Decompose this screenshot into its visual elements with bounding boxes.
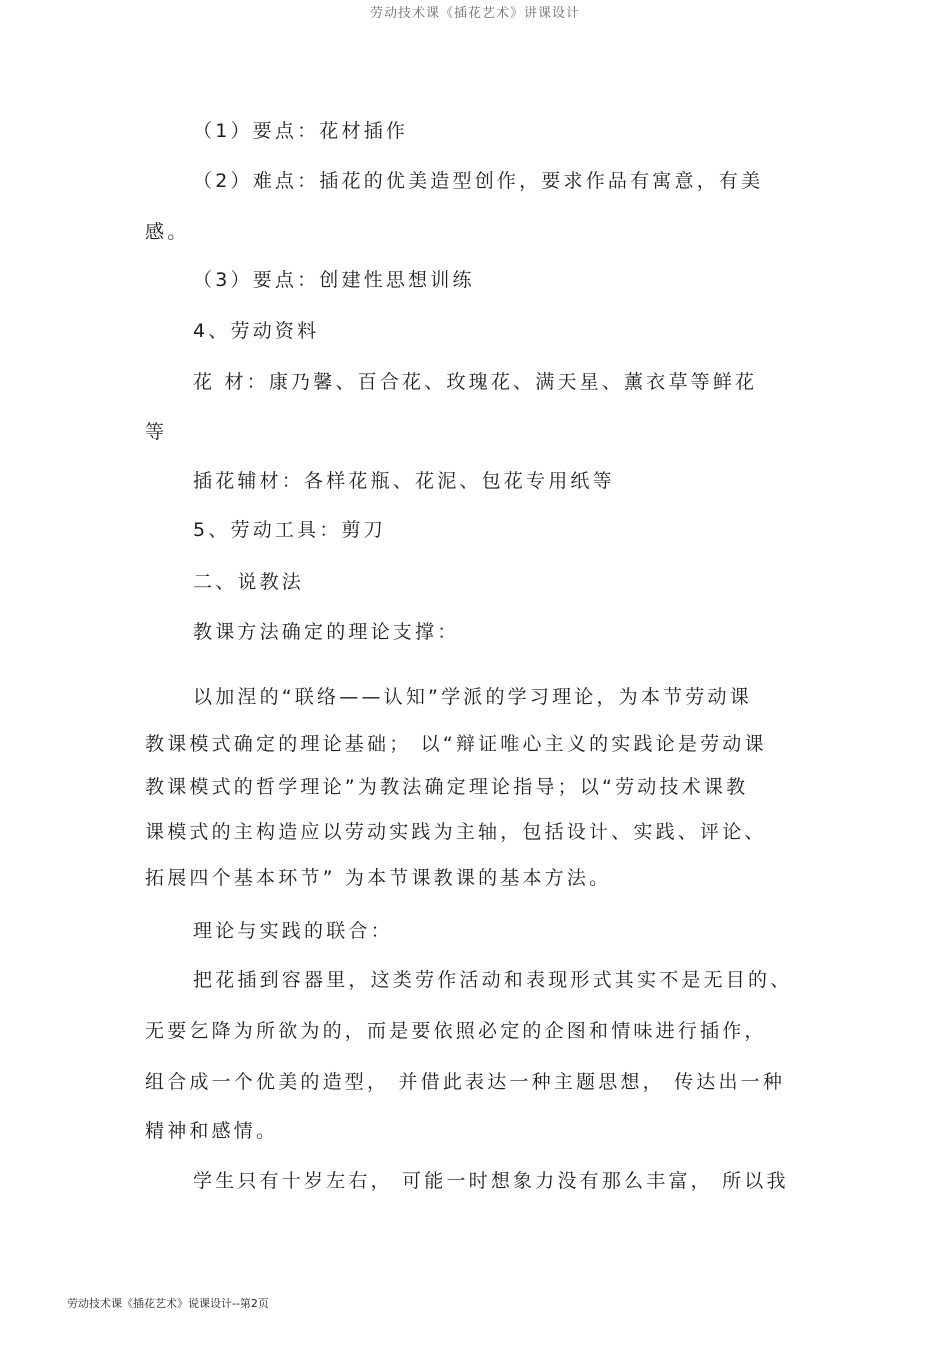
student-para-line-1: 学生只有十岁左右， 可能一时想象力没有那么丰富， 所以我	[193, 1170, 789, 1192]
page-footer: 劳动技术课《插花艺术》说课设计--第2页	[67, 1297, 269, 1310]
theory-para-line-1: 以加涅的“联络——认知”学派的学习理论，为本节劳动课	[193, 686, 752, 708]
theory-support-heading: 教课方法确定的理论支撑：	[193, 621, 460, 643]
theory-practice-heading: 理论与实践的联合：	[193, 920, 393, 942]
flower-materials: 花 材：康乃馨、百合花、玫瑰花、满天星、薰衣草等鲜花	[193, 371, 758, 393]
difficulty-point-continued: 感。	[145, 221, 190, 243]
flower-materials-continued: 等	[145, 421, 168, 443]
theory-para-line-3: 教课模式的哲学理论”为教法确定理论指导；以“劳动技术课教	[145, 776, 749, 798]
theory-para-line-4: 课模式的主构造应以劳动实践为主轴，包括设计、实践、评论、	[145, 821, 767, 843]
practice-para-line-1: 把花插到容器里，这类劳作活动和表现形式其实不是无目的、	[193, 969, 793, 991]
key-point-1: （1）要点：花材插作	[193, 120, 409, 142]
section-teaching-method: 二、说教法	[193, 571, 305, 593]
theory-para-line-5: 拓展四个基本环节” 为本节课教课的基本方法。	[145, 867, 612, 889]
difficulty-point: （2）难点：插花的优美造型创作，要求作品有寓意，有美	[193, 170, 764, 192]
running-header: 劳动技术课《插花艺术》讲课设计	[369, 6, 580, 21]
practice-para-line-4: 精神和感情。	[145, 1120, 279, 1142]
key-point-3: （3）要点：创建性思想训练	[193, 269, 475, 291]
practice-para-line-2: 无要乞降为所欲为的，而是要依照必定的企图和情味进行插作，	[145, 1020, 767, 1042]
section-materials-heading: 4、劳动资料	[193, 320, 320, 342]
section-tools: 5、劳动工具：剪刀	[193, 519, 386, 541]
practice-para-line-3: 组合成一个优美的造型， 并借此表达一种主题思想， 传达出一种	[145, 1071, 786, 1093]
theory-para-line-2: 教课模式确定的理论基础； 以“辩证唯心主义的实践论是劳动课	[145, 733, 767, 755]
auxiliary-materials: 插花辅材：各样花瓶、花泥、包花专用纸等	[193, 470, 615, 492]
